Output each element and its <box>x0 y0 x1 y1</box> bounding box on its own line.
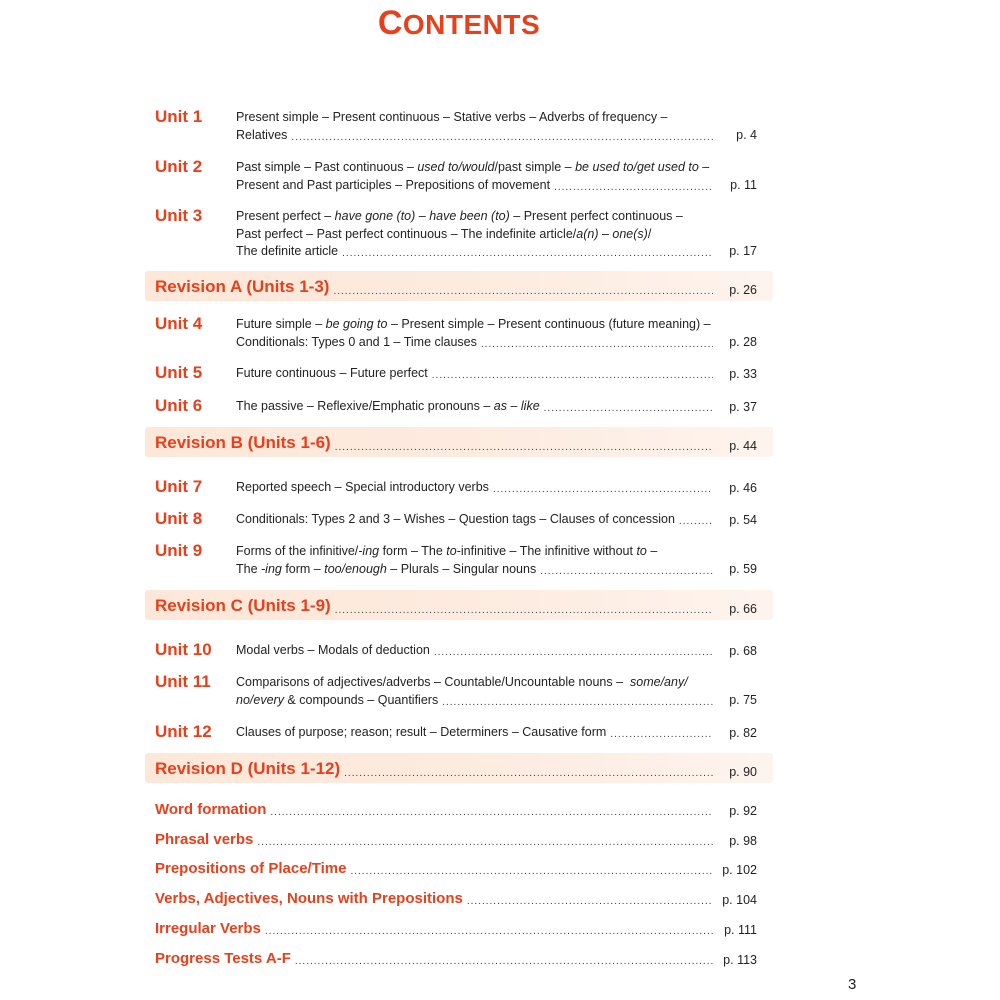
unit-label: Unit 1 <box>155 107 203 126</box>
unit-label: Unit 12 <box>155 722 212 741</box>
toc-progress-tests[interactable] <box>145 950 773 972</box>
page-ref: p. 26 <box>729 283 757 297</box>
toc-irregular-verbs[interactable] <box>145 920 773 942</box>
page-ref: p. 11 <box>730 178 757 192</box>
topic-line: Conditionals: Types 2 and 3 – Wishes – Question tags – Clauses of concession <box>236 512 675 526</box>
page-ref: p. 90 <box>729 765 757 779</box>
topic-line: Present simple – Present continuous – Stative verbs – Adverbs of frequency – <box>236 110 668 124</box>
page-ref: p. 54 <box>729 513 757 527</box>
toc-revision-d[interactable] <box>145 753 773 783</box>
page-ref: p. 44 <box>729 439 757 453</box>
toc-unit-10[interactable] <box>145 640 773 662</box>
unit-label: Unit 8 <box>155 509 203 528</box>
unit-topics <box>236 316 713 353</box>
unit-topics <box>236 109 713 146</box>
unit-topics <box>236 159 713 196</box>
unit-label: Unit 10 <box>155 640 212 659</box>
unit-topics <box>236 724 713 744</box>
topic-line: no/every & compounds – Quantifiers <box>236 692 439 707</box>
page-number: 3 <box>848 976 857 993</box>
unit-topics <box>236 674 713 711</box>
topic-line: Relatives <box>236 127 288 142</box>
leader-dots <box>540 561 713 581</box>
unit-topics <box>236 511 713 531</box>
title-rest: ONTENTS <box>402 9 541 40</box>
toc-revision-a[interactable] <box>145 271 773 301</box>
topic-line: Future continuous – Future perfect <box>236 366 428 380</box>
topic-line: Forms of the infinitive/-ing form – The to-infinitive – The infinitive without to – <box>236 544 658 558</box>
topic-line: Reported speech – Special introductory verbs <box>236 480 489 494</box>
leader-dots <box>350 864 713 877</box>
unit-topics <box>236 642 713 662</box>
toc-revision-b[interactable] <box>145 427 773 457</box>
unit-label: Unit 4 <box>155 314 203 333</box>
title-initial: C <box>377 4 403 42</box>
page-ref: p. 113 <box>723 953 757 967</box>
unit-label: Unit 2 <box>155 157 203 176</box>
section-label: Verbs, Adjectives, Nouns with Prepositions <box>155 890 463 907</box>
unit-topics <box>236 398 713 418</box>
page-ref: p. 92 <box>729 804 757 818</box>
toc-prepositions-place-time[interactable] <box>145 860 773 882</box>
leader-dots <box>265 924 713 937</box>
page-ref: p. 111 <box>724 923 757 937</box>
toc-unit-5[interactable] <box>145 363 773 385</box>
toc-unit-7[interactable] <box>145 477 773 499</box>
page-ref: p. 37 <box>729 400 757 414</box>
unit-topics <box>236 479 713 499</box>
leader-dots <box>442 692 713 712</box>
topic-line: Past perfect – Past perfect continuous – The indefinite article/a(n) – one(s)/ <box>236 226 652 241</box>
leader-dots <box>344 766 713 779</box>
unit-label: Unit 11 <box>155 672 211 691</box>
topic-line: Modal verbs – Modals of deduction <box>236 643 430 657</box>
page-ref: p. 75 <box>729 693 757 707</box>
page-ref: p. 33 <box>729 367 757 381</box>
revision-label: Revision A (Units 1-3) <box>155 277 330 296</box>
leader-dots <box>493 479 713 499</box>
toc-unit-4[interactable] <box>145 314 773 354</box>
page-ref: p. 98 <box>729 834 757 848</box>
leader-dots <box>544 398 713 418</box>
toc-verbs-adjectives-nouns-prepositions[interactable] <box>145 890 773 912</box>
leader-dots <box>554 177 713 197</box>
topic-line: Clauses of purpose; reason; result – Determiners – Causative form <box>236 725 607 739</box>
page-ref: p. 104 <box>722 893 757 907</box>
toc-unit-12[interactable] <box>145 722 773 744</box>
page-ref: p. 66 <box>729 602 757 616</box>
section-label: Prepositions of Place/Time <box>155 860 347 877</box>
leader-dots <box>257 835 713 848</box>
leader-dots <box>610 724 713 744</box>
revision-label: Revision B (Units 1-6) <box>155 433 331 452</box>
leader-dots <box>291 127 713 147</box>
topic-line: Present perfect – have gone (to) – have been (to) – Present perfect continuous – <box>236 209 683 223</box>
toc-word-formation[interactable] <box>145 801 773 823</box>
toc-revision-c[interactable] <box>145 590 773 620</box>
topic-line: The passive – Reflexive/Emphatic pronouns – as – like <box>236 399 540 413</box>
page-ref: p. 4 <box>736 128 757 142</box>
toc-unit-3[interactable] <box>145 206 773 264</box>
toc-unit-6[interactable] <box>145 396 773 418</box>
leader-dots <box>481 334 713 354</box>
revision-label: Revision C (Units 1-9) <box>155 596 331 615</box>
page-ref: p. 17 <box>729 244 757 258</box>
leader-dots <box>335 603 713 616</box>
toc-unit-9[interactable] <box>145 541 773 581</box>
section-label: Word formation <box>155 801 267 818</box>
leader-dots <box>333 284 713 297</box>
unit-topics <box>236 208 713 263</box>
topic-line: The -ing form – too/enough – Plurals – Singular nouns <box>236 561 537 576</box>
page-ref: p. 59 <box>729 562 757 576</box>
toc-unit-8[interactable] <box>145 509 773 531</box>
unit-label: Unit 6 <box>155 396 203 415</box>
topic-line: Comparisons of adjectives/adverbs – Countable/Uncountable nouns – some/any/ <box>236 675 688 689</box>
section-label: Irregular Verbs <box>155 920 261 937</box>
leader-dots <box>342 243 713 263</box>
page-ref: p. 46 <box>729 481 757 495</box>
leader-dots <box>295 954 713 967</box>
section-label: Phrasal verbs <box>155 831 254 848</box>
page-ref: p. 68 <box>729 644 757 658</box>
unit-topics <box>236 365 713 385</box>
section-label: Progress Tests A-F <box>155 950 291 967</box>
unit-topics <box>236 543 713 580</box>
leader-dots <box>434 642 713 662</box>
leader-dots <box>270 805 713 818</box>
page-ref: p. 82 <box>729 726 757 740</box>
leader-dots <box>432 365 713 385</box>
unit-label: Unit 5 <box>155 363 203 382</box>
toc-unit-11[interactable] <box>145 672 773 712</box>
topic-line: The definite article <box>236 244 339 258</box>
leader-dots <box>335 440 713 453</box>
topic-line: Past simple – Past continuous – used to/would/past simple – be used to/get used to – <box>236 160 710 174</box>
unit-label: Unit 9 <box>155 541 203 560</box>
topic-line: Conditionals: Types 0 and 1 – Time clauses <box>236 334 477 349</box>
unit-label: Unit 3 <box>155 206 203 225</box>
page-ref: p. 28 <box>729 335 757 349</box>
leader-dots <box>467 894 713 907</box>
topic-line: Present and Past participles – Prepositions of movement <box>236 177 551 192</box>
toc-unit-1[interactable] <box>145 107 773 147</box>
leader-dots <box>679 511 713 531</box>
unit-label: Unit 7 <box>155 477 203 496</box>
toc-phrasal-verbs[interactable] <box>145 831 773 853</box>
toc-unit-2[interactable] <box>145 157 773 197</box>
topic-line: Future simple – be going to – Present simple – Present continuous (future meaning) – <box>236 317 711 331</box>
page-ref: p. 102 <box>722 863 757 877</box>
revision-label: Revision D (Units 1-12) <box>155 759 341 778</box>
